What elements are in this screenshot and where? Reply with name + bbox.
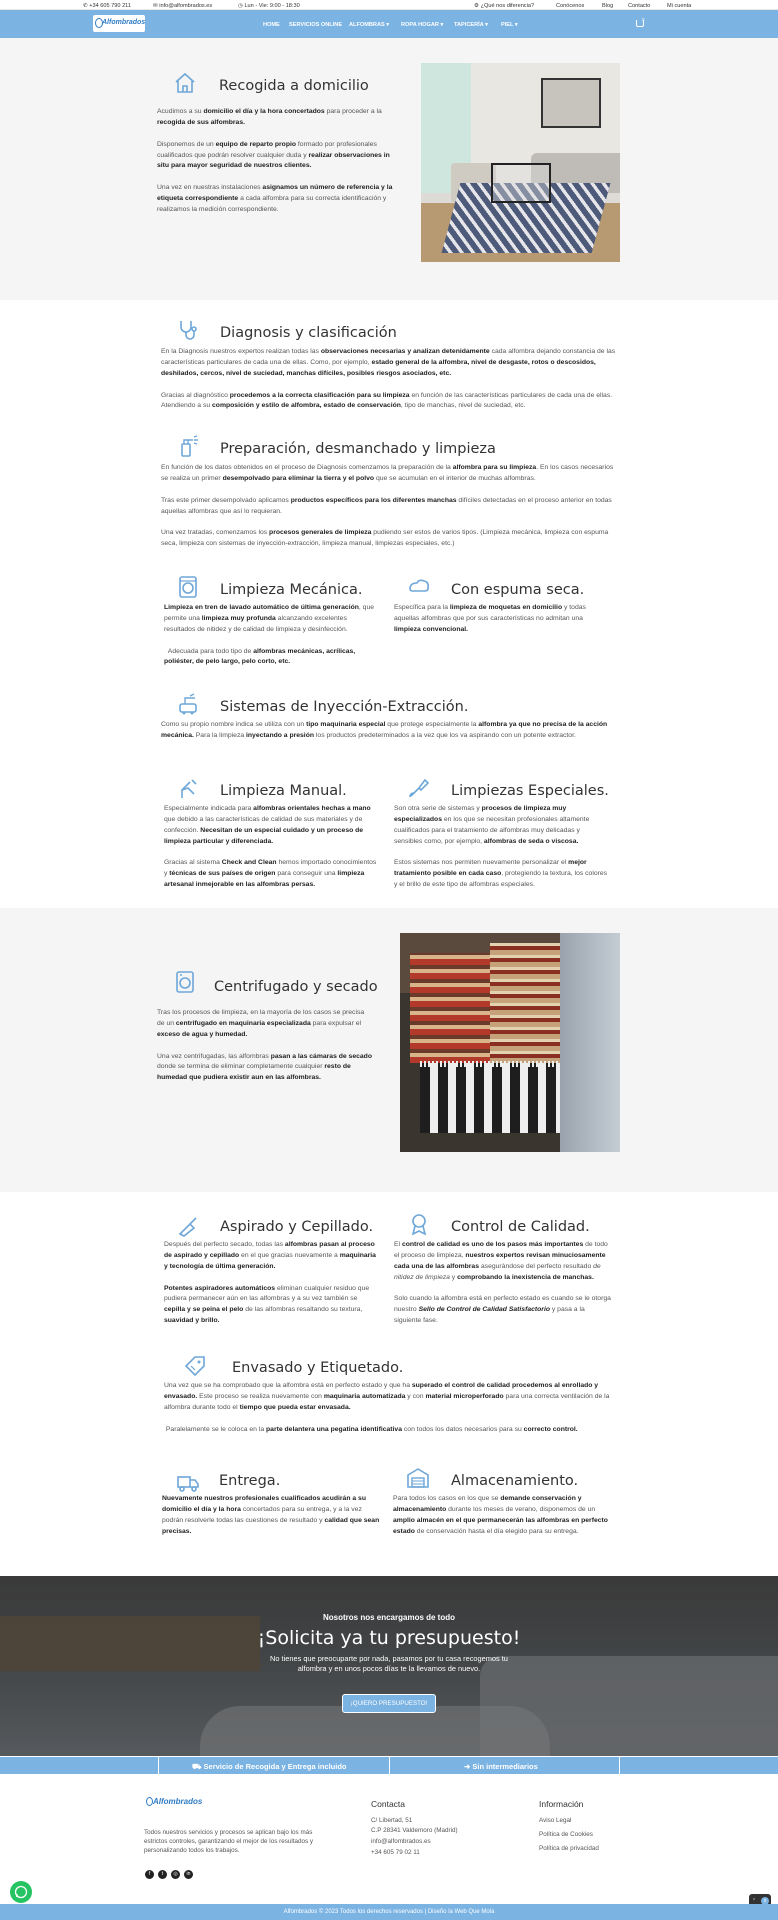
nav-piel-label: PIEL [501,22,514,28]
espuma-p1a: Específica para la [394,604,450,611]
strip-item-recogida-label: Servicio de Recogida y Entrega incluido [203,1762,347,1771]
site-logo[interactable] [93,15,145,32]
hand-brush-icon [176,776,200,800]
main-nav [0,10,778,38]
section-centrifugado [0,908,778,1192]
recogida-p1b: domicilio el día y la hora concertados [203,108,325,115]
recogida-text [157,107,395,216]
recogida-p1c: para proceder a la [324,108,382,115]
strip-item-intermediarios: ➜ Sin intermediarios [464,1762,538,1771]
manual-p1c: que debido a las características de calidad de sus materiales y de confección. [164,815,363,834]
almacenamiento-p1e: de conservación hasta el día elegido para su entrega. [414,1527,579,1535]
injection-machine-icon [176,692,200,716]
envasado-p2d: correcto control. [523,1425,578,1433]
inyeccion-text [161,720,617,742]
inyeccion-p1a: Como su propio nombre indica se utiliza con un [161,721,307,728]
delivery-truck-icon [176,1470,200,1494]
recogida-p2c: formado por profesionales cualificados que podrán resolver cualquier duda y [157,140,377,159]
scroll-top-icon: ⌃ [752,1898,757,1904]
nav-piel[interactable]: PIEL ▾ [501,22,518,28]
strip-divider-3 [619,1757,620,1774]
footer-contact-title: Contacta [371,1799,406,1809]
nav-home[interactable]: HOME [263,22,280,28]
footer-about-2: estrictos controles, garantizando el mejor de los resultados y [144,1838,314,1845]
preparacion-p1a: En función de los datos obtenidos en el proceso de Diagnosis comenzamos la preparación de la [161,464,453,471]
nav-tapiceria-label: TAPICERÍA [454,22,484,28]
inyeccion-p1e: Para la limpieza [193,731,247,739]
footer-logo-text: Alfombrados [153,1797,203,1806]
footer-cookies-link[interactable]: Política de Cookies [539,1831,593,1838]
mecanica-title: Limpieza Mecánica. [220,582,363,598]
nav-alfombras-label: ALFOMBRAS [349,22,385,28]
linkedin-icon[interactable]: in [184,1870,193,1879]
contact-link[interactable]: Contacto [628,3,651,9]
diagnosis-p2c: en función de las características particulares de cada una de ellas. Atendiendo a su [161,391,613,410]
strip-item-intermediarios-label: Sin intermediarios [472,1762,538,1771]
envasado-text [164,1381,612,1435]
almacenamiento-p1a: Para todos los casos en los que se [393,1495,501,1502]
preparacion-p3b: procesos generales de limpieza [269,529,372,537]
aspirado-p2c: cepilla y se peina el pelo [164,1306,244,1314]
phone-text: +34 605 790 211 [89,3,131,9]
quote-cta-banner [0,1576,778,1756]
facebook-icon[interactable]: f [145,1870,154,1879]
especiales-p1d: alfombras de seda o viscosa. [483,837,579,845]
centrifugado-p1c: para expulsar el [310,1019,362,1027]
manual-p2f: limpieza artesanal inmejorable en las alfombras persas. [164,870,365,889]
preparacion-p2a: Tras este primer desempolvado aplicamos [161,496,291,504]
inyeccion-p1c: que protege especialmente la [385,721,479,728]
recogida-p1d: recogida de sus alfombras. [157,118,246,126]
aspirado-p2a: Potentes aspiradores automáticos [164,1284,276,1292]
calidad-title: Control de Calidad. [451,1219,590,1235]
envasado-p1e: y con [405,1392,426,1400]
centrifugado-p1b: centrifugado en maquinaria especializada [175,1019,311,1027]
brush-icon [407,776,431,800]
inyeccion-p1g: los productos predeterminados a la vez que los va aspirando con un potente extractor. [314,731,576,739]
diagnosis-p1a: En la Diagnosis nuestros expertos realizan todas las [161,348,321,355]
especiales-p1a: Son otra serie de sistemas y [394,805,482,812]
hours-value: Lun - Vie: 9:00 - 18:30 [244,3,300,9]
aspirado-text [164,1240,378,1327]
hours-text: ◷ Lun - Vie: 9:00 - 18:30 [238,3,300,9]
diagnosis-p1d: estado general de la alfombra, nivel de desgaste, rotos o descosidos, deshilados, cercos, nivel de suciedad, manchas difíciles, posibles riesgos asociados, etc. [161,358,596,377]
scroll-top-badge: 0 [761,1897,769,1905]
calidad-text [394,1240,613,1327]
centrifugado-p2b: pasan a las cámaras de secado [270,1052,372,1060]
diagnosis-p1b: observaciones necesarias y analizan detenidamente [320,348,490,355]
envasado-p1f: material microperforado [425,1392,504,1400]
preparacion-p1d: desempolvado para eliminar la tierra y el polvo [222,474,375,482]
especiales-p1c: en los que se necesitan profesionales altamente cualificados para el tratamiento de alfombras muy delicadas y sensibles como, por ejemplo, [394,815,590,845]
about-link[interactable]: Conócenos [556,3,585,9]
cta-text-2: alfombra y en unos pocos días te la llevamos de nuevo. [297,1664,481,1673]
rugs-drying-photo [400,933,620,1152]
footer-about-1: Todos nuestros servicios y procesos se aplican bajo los más [144,1829,313,1836]
aspirado-p2b: eliminan cualquier residuo que pudiera permanecer aún en las alfombras y a su vez también se [164,1284,370,1303]
recogida-title: Recogida a domicilio [219,78,369,94]
manual-text [164,804,378,891]
nav-ropa-hogar-label: ROPA HOGAR [401,22,439,28]
envasado-p1c: Este proceso se realiza nuevamente con [197,1392,324,1400]
why-text: ¿Qué nos diferencia? [480,3,535,9]
inyeccion-p1d: alfombra ya que no precisa de la acción mecánica. [161,721,608,739]
calidad-p1f: de nitidez de limpieza [394,1262,601,1281]
aspirado-p2e: suavidad y brillo. [164,1317,220,1325]
inyeccion-p1f: inyectando a presión [246,731,315,739]
stethoscope-icon [176,318,200,342]
strip-item-recogida: ⛟ Servicio de Recogida y Entrega incluido [192,1762,347,1771]
footer-address-2: C.P 28341 Valdemoro (Madrid) [371,1827,458,1834]
almacenamiento-p1c: durante los meses de verano, disponemos de un [446,1505,596,1513]
calidad-p2a: Solo cuando la alfombra está en perfecto estado es cuando se le otorga nuestro [394,1295,611,1314]
top-bar [0,0,778,10]
preparacion-p2c: difíciles detectadas en el proceso anterior en todas aquellas alfombras que así lo requieran. [161,496,612,515]
especiales-text [394,804,610,891]
diagnosis-p2d: composición y estilo de alfombra, estado de conservación [212,402,401,410]
especiales-p1b: procesos de limpieza muy especializados [394,805,567,823]
mecanica-p2b: alfombras mecánicas, acrílicas, poliéster, de pelo largo, pelo corto, etc. [164,647,356,666]
envasado-p1h: tiempo que pueda estar envasada. [239,1403,351,1411]
dryer-icon [173,970,197,994]
centrifugado-title: Centrifugado y secado [214,979,378,995]
aspirado-p1c: en el que gracias nuevamente a [239,1251,340,1259]
diagnosis-p2b: procedemos a la correcta clasificación para su limpieza [229,391,410,399]
manual-title: Limpieza Manual. [220,783,347,799]
diagnosis-text [161,347,617,412]
especiales-p2a: Estos sistemas nos permiten nuevamente personalizar el [394,859,569,867]
calidad-p1g: y [449,1273,458,1281]
vacuum-icon [176,1214,200,1238]
footer-about-3: personalizando todos los trabajos. [144,1847,240,1854]
preparacion-p1c: . En los casos necesarios se realiza un primer [161,464,614,482]
aspirado-title: Aspirado y Cepillado. [220,1219,374,1235]
house-icon [173,71,197,95]
email-text: info@alfombrados.es [159,3,213,9]
strip-divider-1 [158,1757,159,1774]
especiales-p2b: mejor tratamiento posible en cada caso [394,859,587,878]
espuma-p1c: y todas aquellas alfombras que por sus características no admitan una [394,604,586,622]
recogida-p3c: a cada alfombra para su correcta identificación y realizamos la medición correspondiente. [157,195,387,213]
envasado-p2a: Paralelamente se le coloca en la [165,1425,267,1433]
nav-servicios-online[interactable]: SERVICIOS ONLINE [289,22,343,28]
why-link[interactable]: ⚙ ¿Qué nos diferencia? [474,3,535,9]
logo-mark-icon [95,18,103,28]
living-room-photo [421,63,620,262]
nav-alfombras[interactable]: ALFOMBRAS ▾ [349,22,390,28]
recogida-p1a: Acudimos a su [157,108,204,115]
entrega-p1c: calidad que sean precisas. [162,1516,380,1535]
twitter-icon[interactable]: t [158,1870,167,1879]
label-tag-icon [183,1354,207,1378]
calidad-p1b: control de calidad es uno de los pasos más importantes [401,1241,584,1248]
preparacion-p3a: Una vez tratadas, comenzamos los [161,529,270,537]
footer-phone[interactable]: +34 605 79 02 11 [371,1849,420,1856]
espuma-p1b: limpieza de moquetas en domicilio [449,604,563,611]
footer-legal-link[interactable]: Aviso Legal [539,1817,572,1824]
diagnosis-p2a: Gracias al diagnóstico [161,391,230,399]
logo-text: Alfombrados [102,19,145,26]
almacenamiento-title: Almacenamiento. [451,1473,579,1489]
centrifugado-p2d: resto de humedad que pudiera existir aun en las alfombras. [157,1063,351,1082]
cart-count: 0 [642,17,645,22]
cta-text-1: No tienes que preocuparte por nada, pasamos por tu casa recogemos tu [270,1654,508,1663]
quote-button[interactable]: ¡QUIERO PRESUPUESTO! [342,1694,436,1713]
preparacion-p2b: productos específicos para los diferentes manchas [290,496,457,504]
email-link[interactable]: ✉ info@alfombrados.es [153,3,213,9]
almacenamiento-p1d: amplio almacén en el que permanecerán las alfombras en perfecto estado [393,1516,608,1535]
envasado-p2b: parte delantera una pegatina identificativa [266,1425,402,1433]
envasado-p1b: superado el control de calidad procedemos al enrollado y envasado. [164,1382,599,1400]
manual-p1a: Especialmente indicada para [164,805,254,812]
manual-p1b: alfombras orientales hechas a mano [253,805,371,812]
especiales-p2c: , protegiendo la textura, los colores y el brillo de este tipo de alfombras especiales. [394,870,608,889]
recogida-p2b: equipo de reparto propio [215,140,297,148]
mecanica-text [164,603,378,668]
preparacion-text [161,463,617,550]
calidad-p2b: Sello de Control de Calidad Satisfactorio [418,1306,550,1314]
recogida-p2d: realizar observaciones in situ para mayor seguridad de nuestros clientes. [157,151,390,170]
cta-kicker: Nosotros nos encargamos de todo [322,1613,456,1622]
calidad-p1h: comprobando la inexistencia de manchas. [457,1273,594,1281]
centrifugado-p2a: Una vez centrifugadas, las alfombras [157,1052,271,1060]
envasado-p1g: para una correcta ventilación de la alfombra durante todo el [164,1392,610,1411]
centrifugado-p2c: donde se termina de eliminar completamente cualquier [157,1063,325,1071]
calidad-p1c: de todo el proceso de limpieza, [394,1241,608,1259]
recogida-p3b: asignamos un número de referencia y la etiqueta correspondiente [157,184,393,202]
aspirado-p1b: alfombras pasan al proceso de aspirado y cepillado [164,1241,375,1259]
aspirado-p1d: maquinaria y tecnología de última generación. [164,1251,376,1270]
calidad-p2c: y pasa a la siguiente fase. [394,1306,585,1325]
whatsapp-button[interactable] [10,1881,32,1903]
manual-p1d: Necesitan de un especial cuidado y un proceso de limpieza particular y diferenciada. [164,826,364,845]
footer-privacy-link[interactable]: Política de privacidad [539,1845,599,1852]
envasado-p2c: con todos los datos necesarios para su [402,1425,524,1433]
whatsapp-icon [10,1881,32,1903]
almacenamiento-text [393,1494,615,1538]
calidad-p1a: El [394,1241,402,1248]
recogida-p2a: Disponemos de un [157,140,216,148]
entrega-text [162,1494,380,1538]
strip-divider-2 [389,1757,390,1774]
preparacion-p3c: pudiendo ser estos de varios tipos. (Limpieza mecánica, limpieza con espuma seca, limpieza con sistemas de inyección-extracción, limpieza manual, limpiezas especiales, etc.) [161,529,609,548]
phone-link[interactable]: ✆ +34 605 790 211 [83,3,131,9]
preparacion-p1b: alfombra para su limpieza [452,464,537,471]
diagnosis-p1c: cada alfombra dejando constancia de las características particulares de cada una de ellas. Como, por ejemplo, [161,348,616,366]
diagnosis-title: Diagnosis y clasificación [220,325,397,341]
almacenamiento-p1b: demande conservación y almacenamiento [393,1495,582,1513]
nav-tapiceria[interactable]: TAPICERÍA ▾ [454,22,488,28]
diagnosis-p2e: , tipo de manchas, nivel de suciedad, etc. [400,402,526,410]
footer-logo[interactable] [146,1796,202,1808]
footer-email[interactable]: info@alfombrados.es [371,1838,431,1845]
preparacion-title: Preparación, desmanchado y limpieza [220,441,496,457]
espuma-p1d: limpieza convencional. [394,625,469,633]
quality-badge-icon [407,1212,431,1236]
manual-p2c: hemos importado conocimientos y [164,859,377,878]
account-link[interactable]: Mi cuenta [667,3,692,9]
entrega-p1a: Nuevamente nuestros profesionales cualificados acudirán a su domicilio el día y la hora [162,1495,366,1513]
centrifugado-p1d: exceso de agua y humedad. [157,1030,248,1038]
entrega-p1b: concertados para su entrega, y a la vez podrán resolverle todas las cuestiones de resultado y [162,1505,362,1524]
mecanica-p1d: alcanzando excelentes resultados de nitidez y de calidad de limpieza y desinfección. [164,614,348,633]
calidad-p1d: nuestros expertos revisan minuciosamente cada una de las alfombras [394,1251,606,1270]
footer-info-title: Información [539,1799,584,1809]
instagram-icon[interactable]: ◎ [171,1870,180,1879]
blog-link[interactable]: Blog [602,3,614,9]
footer-logo-mark-icon [146,1797,153,1806]
benefits-strip [0,1757,778,1774]
manual-p2b: Check and Clean [221,859,277,867]
espuma-text [394,603,608,636]
entrega-title: Entrega. [219,1473,281,1489]
manual-p2a: Gracias al sistema [164,859,222,867]
warehouse-icon [406,1466,430,1490]
especiales-title: Limpiezas Especiales. [451,783,609,799]
mecanica-p1c: limpieza muy profunda [201,614,276,622]
foam-icon [407,575,431,599]
envasado-title: Envasado y Etiquetado. [232,1360,404,1376]
recogida-p3a: Una vez en nuestras instalaciones [157,184,263,192]
footer [0,1774,778,1904]
envasado-p1a: Una vez que se ha comprobado que la alfombra está en perfecto estado y que ha [164,1382,412,1389]
nav-ropa-hogar[interactable]: ROPA HOGAR ▾ [401,22,444,28]
inyeccion-p1b: tipo maquinaria especial [306,721,386,728]
aspirado-p1a: Después del perfecto secado, todas las [164,1241,285,1248]
mecanica-p2a: Adecuada para todo tipo de [167,647,254,655]
copyright-bar: Alfombrados © 2023 Todos los derechos reservados | Diseño la Web Que Mola [0,1904,778,1920]
centrifugado-p1a: Tras los procesos de limpieza, en la mayoría de los casos se precisa de un [157,1009,365,1027]
centrifugado-text [157,1008,372,1084]
espuma-title: Con espuma seca. [451,582,585,598]
manual-p2e: para conseguir una [275,870,338,878]
envasado-p1d: maquinaria automatizada [323,1392,406,1400]
mecanica-p1b: , que permite una [164,604,375,622]
footer-address-1: C/ Libertad, 51 [371,1817,413,1824]
mecanica-p1a: Limpieza en tren de lavado automático de última generación [164,604,359,611]
calidad-p1e: aseguràndose del perfecto resultado [479,1262,594,1270]
inyeccion-title: Sistemas de Inyección-Extracción. [220,699,469,715]
manual-p2d: técnicas de sus países de origen [169,870,276,878]
cta-title: ¡Solicita ya tu presupuesto! [257,1627,521,1649]
aspirado-p2d: de las alfombras resaltando su textura, [243,1306,363,1314]
spray-icon [176,434,200,458]
preparacion-p1e: que se acumulan en el interior de muchas alfombras. [374,474,536,482]
washing-machine-icon [176,575,200,599]
